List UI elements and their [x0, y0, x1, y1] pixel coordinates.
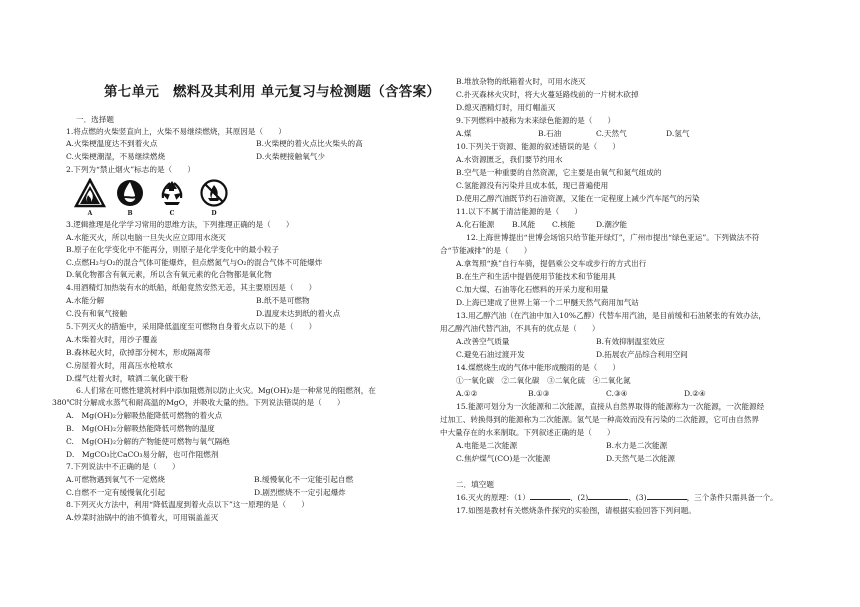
question-12: 12.上海世博提出“世博会场馆只给节能开绿灯”，广州市提出“绿色亚运”。下列做法不符: [466, 233, 760, 242]
option-11d: D.潮汐能: [596, 220, 628, 229]
sign-label-c: C: [169, 210, 175, 217]
option-6b: B. Mg(OH)₂分解吸热能降低可燃物的温度: [66, 424, 215, 433]
option-9b: B.石油: [538, 129, 562, 138]
option-9d: D.氢气: [666, 129, 690, 138]
option-11a: A.化石能源: [456, 220, 495, 229]
option-5d: D.煤气灶着火时，喷洒二氧化碳干粉: [66, 374, 189, 383]
question-15-cont2: 中大量存在的水来制取。下列叙述正确的是（ ）: [440, 428, 615, 437]
question-15-cont1: 过加工、转换得到的能源称为二次能源。氢气是一种高效而没有污染的二次能源，它可由自然界: [440, 415, 759, 424]
option-13d: D.拓展农产品综合利用空间: [596, 350, 688, 359]
option-15c: C.焦炉煤气(CO)是一次能源: [456, 454, 551, 463]
option-13a: A.改善空气质量: [456, 337, 510, 346]
option-12a: A.拿驾照“换”自行车骑，提倡乘公交车或步行的方式出行: [456, 259, 647, 268]
answer-blank-2[interactable]: [588, 491, 628, 500]
option-8d: D.熄灭酒精灯时，用灯帽盖灭: [456, 103, 556, 112]
question-13-cont: 用乙醇汽油代替汽油，不具有的优点是（ ）: [440, 324, 600, 333]
option-7b: B.缓慢氧化不一定能引起自燃: [254, 475, 354, 484]
sign-label-d: D: [211, 210, 217, 217]
option-10d: D.使用乙醇汽油既节约石油资源，又能在一定程度上减少汽车尾气的污染: [456, 194, 700, 203]
option-6c: C. Mg(OH)₂分解的产物能使可燃物与氧气隔绝: [66, 437, 230, 446]
question-14: 14.煤燃烧生成的气体中能形成酸雨的是（ ）: [456, 363, 620, 372]
no-fire-sign-icon: [198, 178, 230, 210]
option-3d: D.氧化物都含有氧元素，所以含有氧元素的化合物都是氧化物: [66, 270, 272, 279]
question-6: 6.人们常在可燃性建筑材料中添加阻燃剂以防止火灾。Mg(OH)₂是一种常见的阻燃剂，在: [76, 386, 376, 395]
question-16-end: ，三个条件只需具备一个。: [686, 493, 778, 502]
option-12d: D.上海已建成了世界上第一个二甲醚天然气商用加气站: [456, 298, 639, 307]
option-6d: D. MgCO₃比CaCO₃易分解，也可作阻燃剂: [66, 450, 219, 459]
option-14a: A.①②: [456, 389, 478, 398]
option-1d: D.火柴梗接触氧气少: [256, 152, 325, 161]
option-4b: B.纸不是可燃物: [256, 296, 310, 305]
option-12b: B.在生产和生活中提倡使用节能技术和节能用具: [456, 272, 616, 281]
option-15b: B.水力是二次能源: [606, 441, 668, 450]
option-8b: B.堆放杂物的纸箱着火时，可用水浇灭: [456, 77, 586, 86]
question-10: 10.下列关于资源、能源的叙述错误的是（ ）: [456, 142, 620, 151]
sign-images: [74, 178, 274, 218]
option-4c: C.没有和氧气接触: [66, 309, 128, 318]
question-3: 3.逻辑推理是化学学习常用的思维方法，下列推理正确的是（ ）: [66, 220, 294, 229]
question-8: 8.下列灭火方法中，利用“降低温度到着火点以下”这一原理的是（ ）: [66, 500, 309, 509]
option-4a: A.水能分解: [66, 296, 105, 305]
option-4d: D.温度未达到纸的着火点: [256, 309, 341, 318]
option-3c: C.点燃H₂与O₂的混合气体可能爆炸，但点燃氮气与O₂的混合气体不可能爆炸: [66, 258, 323, 267]
question-16-sep1: 、(2): [569, 493, 589, 502]
question-7: 7.下列说法中不正确的是（ ）: [66, 462, 180, 471]
question-17: 17.如图是教材有关燃烧条件探究的实验图，请根据实验回答下列问题。: [456, 506, 696, 515]
option-7a: A.可燃物遇到氧气不一定燃烧: [66, 475, 166, 484]
question-13: 13.用乙醇汽油（在汽油中加入10%乙醇）代替车用汽油，是目前缓和石油紧张的有效办法，: [456, 311, 766, 320]
option-13b: B.有效抑制温室效应: [596, 337, 665, 346]
option-15d: D.天然气是二次能源: [606, 454, 675, 463]
question-16-text: 16.灭火的原理：（1）: [456, 493, 530, 502]
option-1c: C.火柴梗潮湿，不易继续燃烧: [66, 152, 166, 161]
question-15: 15.能源可划分为一次能源和二次能源，直接从自然界取得的能源称为一次能源，一次能源经: [456, 402, 765, 411]
option-11c: C.核能: [552, 220, 576, 229]
option-7d: D.剧烈燃烧不一定引起爆炸: [254, 488, 346, 497]
question-16: [456, 491, 778, 504]
question-1: 1.将点燃的火柴竖直向上，火柴不易继续燃烧，其原因是（ ）: [66, 127, 286, 136]
option-3b: B.原子在化学变化中不能再分，则原子是化学变化中的最小粒子: [66, 245, 280, 254]
water-conservation-sign-icon: [114, 178, 146, 210]
option-14c: C.③④: [606, 389, 628, 398]
question-6-cont: 380℃时分解成水蒸气和耐高温的MgO，并吸收大量的热。下列说法错误的是（ ）: [52, 398, 345, 407]
section-heading-2: 二．填空题: [456, 480, 494, 489]
sign-label-b: B: [127, 210, 133, 217]
option-12c: C.加大煤、石油等化石燃料的开采力度和用量: [456, 285, 609, 294]
recycle-sign-icon: [156, 178, 188, 210]
question-14-items: ①一氧化碳 ②二氧化碳 ③二氧化硫 ④二氧化氮: [456, 376, 631, 385]
section-heading: 一．选择题: [76, 115, 114, 124]
option-10b: B.空气是一种重要的自然资源，它主要是由氧气和氮气组成的: [456, 168, 662, 177]
option-5a: A.木柴着火时，用沙子覆盖: [66, 335, 158, 344]
option-11b: B.风能: [512, 220, 536, 229]
option-7c: C.自燃不一定有缓慢氧化引起: [66, 488, 166, 497]
option-8c: C.扑灭森林火灾时，将大火蔓延路线前的一片树木砍掉: [456, 90, 639, 99]
question-12-cont: 合“节能减排”的是（ ）: [440, 246, 532, 255]
page-title: 第七单元 燃料及其利用 单元复习与检测题（含答案）: [104, 84, 441, 100]
question-2: 2.下列为“禁止烟火”标志的是（ ）: [66, 165, 195, 174]
fire-warning-sign-icon: [74, 178, 106, 210]
question-5: 5.下列灭火的措施中，采用降低温度至可燃物自身着火点以下的是（ ）: [66, 322, 317, 331]
option-6a: A. Mg(OH)₂分解吸热能降低可燃物的着火点: [66, 411, 223, 420]
option-5c: C.房屋着火时，用高压水枪喷水: [66, 361, 173, 370]
option-5b: B.森林起火时，砍掉部分树木，形成隔离带: [66, 348, 211, 357]
question-9: 9.下列燃料中被称为未来绿色能源的是（ ）: [456, 116, 616, 125]
option-9a: A.煤: [456, 129, 472, 138]
option-1b: B.火柴梗的着火点比火柴头的高: [256, 139, 363, 148]
answer-blank-3[interactable]: [647, 491, 687, 500]
question-16-sep2: 、(3): [628, 493, 647, 502]
option-14b: B.①③: [528, 389, 550, 398]
sign-label-a: A: [87, 210, 93, 217]
answer-blank-1[interactable]: [530, 491, 570, 500]
option-13c: C.避免石油过渡开发: [456, 350, 525, 359]
option-14d: D.②④: [684, 389, 706, 398]
option-1a: A.火柴梗温度达不到着火点: [66, 139, 158, 148]
option-9c: C.天然气: [596, 129, 627, 138]
option-10c: C.氢能源没有污染并且成本低，现已普遍使用: [456, 181, 609, 190]
option-8a: A.炒菜时油锅中的油不慎着火，可用锅盖盖灭: [66, 513, 219, 522]
option-3a: A.水能灭火，所以电脑一旦失火应立即用水浇灭: [66, 233, 226, 242]
option-15a: A.电能是二次能源: [456, 441, 518, 450]
question-11: 11.以下不属于清洁能源的是（ ）: [456, 207, 582, 216]
option-10a: A.水资源匮乏，我们要节约用水: [456, 155, 563, 164]
question-4: 4.用酒精灯加热装有水的纸船，纸船竟然安然无恙，其主要原因是（ ）: [66, 283, 317, 292]
